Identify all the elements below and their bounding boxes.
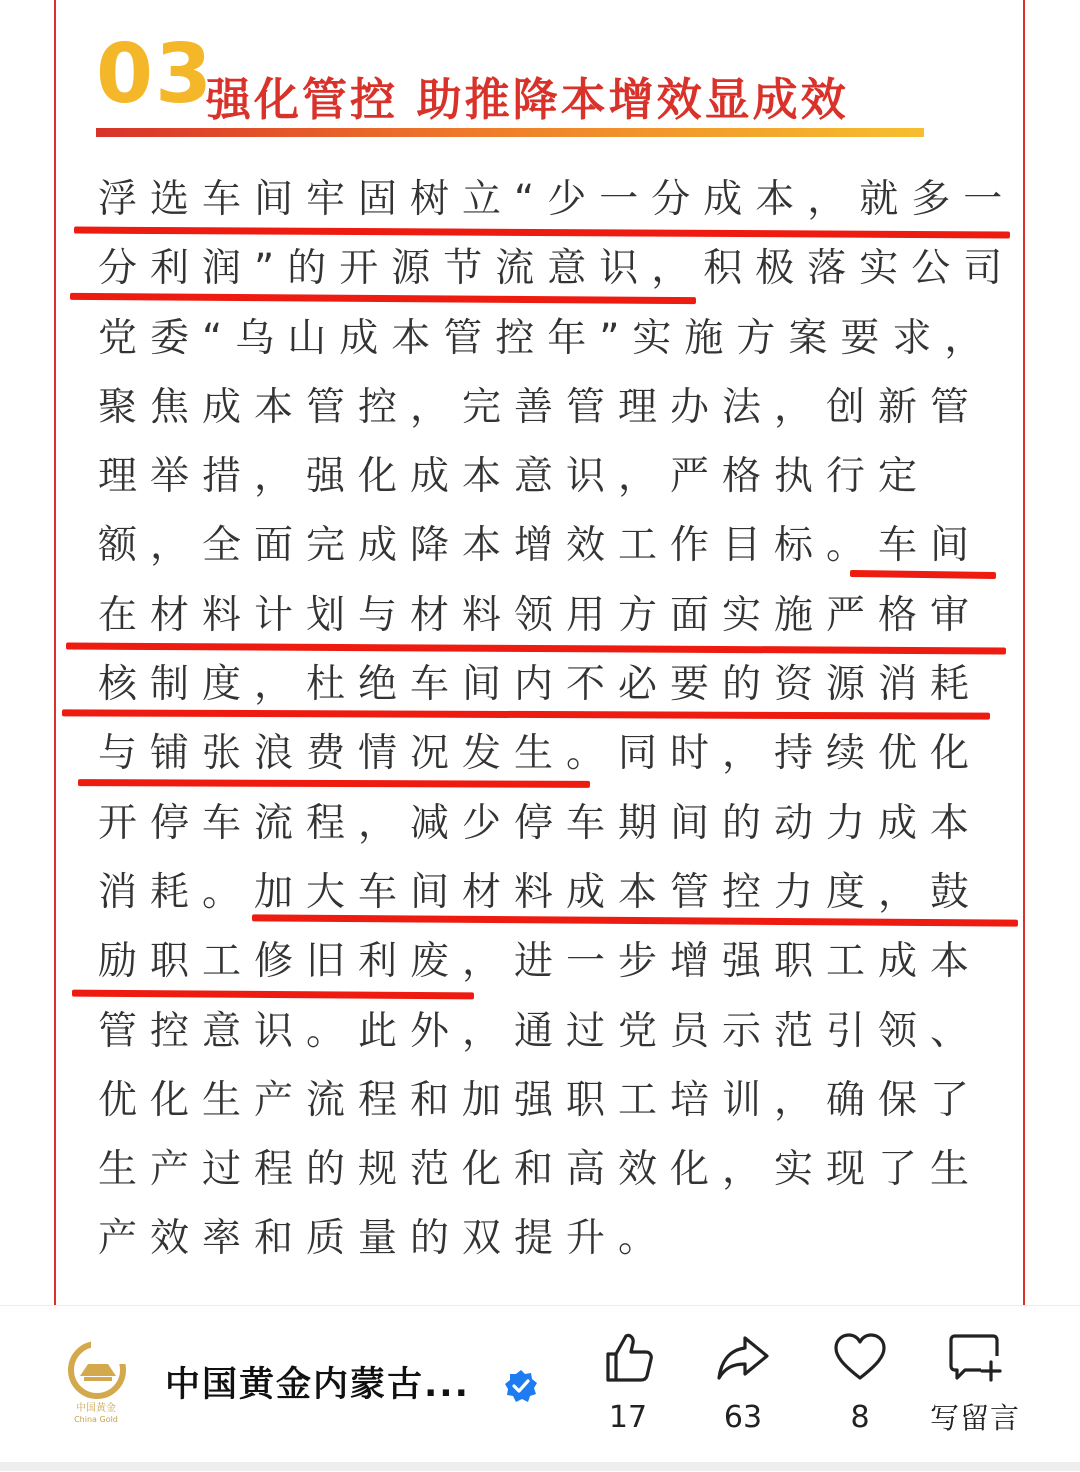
article-body (98, 165, 1016, 1274)
logo-text-en: China Gold (74, 1415, 118, 1424)
article-line: 在材料计划与材料领用方面实施严格审 (98, 592, 983, 638)
like-button[interactable] (573, 1330, 683, 1450)
article-line: 开停车流程，减少停车期间的动力成本 (98, 800, 983, 846)
article-line: 生产过程的规范化和高效化，实现了生 (98, 1147, 983, 1193)
article-line: 聚焦成本管控，完善管理办法，创新管 (98, 384, 983, 430)
article-line: 励职工修旧利废，进一步增强职工成本 (98, 939, 983, 985)
comment-add-icon (947, 1330, 1003, 1386)
article-line: 浮选车间牢固树立“少一分成本，就多一 (98, 177, 1016, 222)
article-line: 优化生产流程和加强职工培训，确保了 (98, 1077, 983, 1123)
thumbs-up-icon (600, 1330, 656, 1386)
verified-badge-icon (503, 1368, 539, 1404)
frame-border-right (1023, 0, 1025, 1305)
section-header (96, 27, 926, 142)
article-line: 管控意识。此外，通过党员示范引领、 (98, 1008, 983, 1054)
article-line: 产效率和质量的双提升。 (98, 1216, 671, 1262)
write-comment-label: 写留言 (929, 1401, 1020, 1435)
title-underline (96, 128, 924, 137)
write-comment-button[interactable] (920, 1330, 1030, 1450)
like-count: 17 (608, 1400, 648, 1435)
section-number: 03 (96, 27, 215, 122)
article-line: 消耗。加大车间材料成本管控力度，鼓 (98, 869, 983, 915)
section-title: 强化管控 助推降本增效显成效 (206, 73, 849, 126)
article-line: 核制度，杜绝车间内不必要的资源消耗 (98, 662, 983, 708)
article-line: 与铺张浪费情况发生。同时，持续优化 (98, 731, 983, 777)
account-name[interactable]: 中国黄金内蒙古... (165, 1365, 470, 1405)
share-arrow-icon (715, 1330, 771, 1386)
favorite-button[interactable] (805, 1330, 915, 1450)
frame-border-left (54, 0, 56, 1305)
logo-text-cn: 中国黄金 (76, 1403, 116, 1414)
share-count: 63 (723, 1400, 763, 1435)
heart-icon (832, 1330, 888, 1386)
logo-caption (60, 1403, 132, 1425)
bottom-strip (0, 1462, 1080, 1471)
action-bar (0, 1305, 1080, 1472)
favorite-count: 8 (850, 1400, 870, 1435)
article-line: 理举措，强化成本意识，严格执行定 (98, 454, 931, 500)
article-line: 党委“乌山成本管控年”实施方案要求， (98, 315, 997, 361)
article-line: 额，全面完成降本增效工作目标。车间 (98, 523, 983, 569)
share-button[interactable] (688, 1330, 798, 1450)
article-line: 分利润”的开源节流意识，积极落实公司 (98, 246, 1016, 292)
